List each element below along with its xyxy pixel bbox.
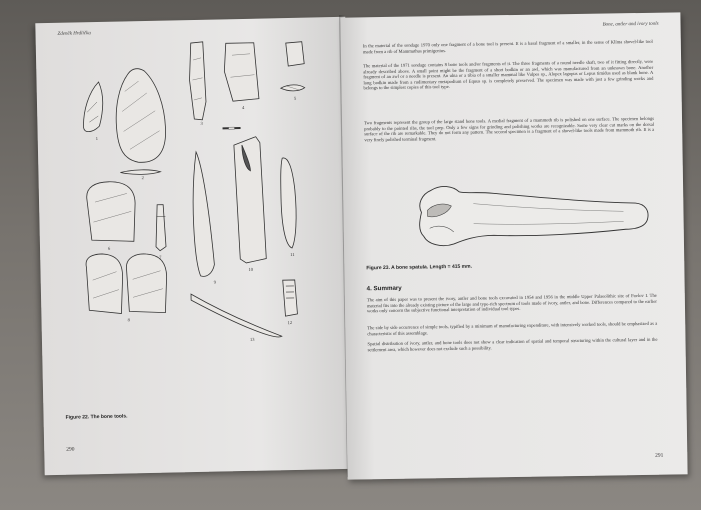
- tool-section-2: [120, 169, 160, 174]
- bone-tools-plate: [35, 17, 354, 475]
- left-running-head: Zdeněk Hrdlička: [57, 31, 91, 37]
- figure-label-4: 4: [242, 104, 245, 110]
- summary-paragraph-1: The aim of this paper was to present the ivory, antler and bone tools excavated in 1954 and 1956 in the middle Upper Palaeolithic site of Pavlov I. The material fits into the already existing picture of the large and type-rich spectrum of tools made of ivory, antler, and bone. Differences compared to the earlier works only concern the subjective functional interpretation of individual tool types.: [366, 292, 657, 314]
- body-paragraph-3: Two fragments represent the group of the large stand bone tools. A medial fragment of a mammoth rib is polished on one surface. The specimen belongs probably to the pointed ribs, the tool prep. Only a few signs for grinding and polishing works are recognizable. Some very clear cut marks on the dorsal surface of the rib are remarkable. They do not form any pattern. The second specimen is a fragment of a shovel-like tools made from mammoth rib. It is a very finely polished terminal fragment.: [364, 115, 655, 143]
- left-page: [35, 17, 354, 475]
- body-paragraph-1: In the material of the sondage 1970 only one fragment of a bone tool is present. It is a basal fragment of a smaller, in the sense of Klíma shovel-like tool made from a rib of Mammuthus primigenius.: [362, 38, 653, 54]
- figure-label-10: 10: [248, 266, 254, 272]
- bone-spatula-figure: [413, 171, 664, 255]
- left-figure-caption: Figure 22. The bone tools.: [65, 413, 128, 421]
- summary-paragraph-2: The side by side occurrence of simple tools, typified by a minimum of manufacturing expenditure, with intensively worked tools, should be emphasized as a characteristic of this assemblage.: [367, 320, 658, 336]
- figure-label-8: 8: [127, 317, 130, 323]
- figure-label-12: 12: [287, 319, 293, 326]
- tool-drawing-7: [155, 205, 166, 251]
- spatula-outline: [419, 183, 648, 246]
- figure-label-13: 13: [249, 336, 255, 342]
- body-paragraph-2: The material of the 1971 sondage contains 8 bone tools and/or fragments of it. The three fragments of a round needle shaft, two of it fitting directly, were already described above. A small point might be the fragment of a short bodkin or an awl, which was manufactured from an unknown bone. Another fragment of an awl or a needle is present. An ulna or a tibia of a smaller mammal like Vulpes sp., Alopex lagopus or Lepus timidus used as blank bone. A long bodkin made from a rudimentary metapodium of Equus sp. is completely preserved. The specimen was made with just a few grinding works and belongs to the simplest copies of this tool type.: [363, 58, 654, 91]
- right-running-head: Bone, antler and ivory tools: [602, 21, 659, 28]
- tool-drawing-5: [286, 42, 304, 66]
- tool-drawing-11: [280, 158, 297, 249]
- tool-drawing-6: [86, 181, 135, 242]
- left-folio: 290: [66, 446, 75, 453]
- summary-paragraph-3: Spatial distribution of ivory, antler, and bone tools does not show a clear indication of spatial and temporal structuring within the cultural layer and in the settlement area, which however does not exclude such a possibility.: [367, 336, 658, 352]
- right-page: [340, 12, 687, 479]
- tool-drawing-13: [191, 292, 282, 339]
- tool-drawing-2: [115, 68, 166, 163]
- figure-label-2: 2: [141, 175, 144, 181]
- tool-drawing-8a: [86, 254, 124, 315]
- tool-drawing-1: [83, 82, 104, 132]
- figure-label-3: 3: [200, 120, 203, 126]
- figure-label-9: 9: [213, 279, 217, 285]
- figure-label-7: 7: [159, 254, 162, 260]
- right-figure-caption: Figure 23. A bone spatula. Length = 415 mm.: [366, 263, 472, 272]
- tool-drawing-8b: [126, 253, 167, 313]
- tool-drawing-9: [192, 152, 215, 277]
- figure-label-11: 11: [290, 251, 295, 258]
- tool-drawing-10: [234, 137, 267, 264]
- tool-drawing-3: [189, 42, 207, 120]
- tool-drawing-4: [224, 43, 259, 102]
- figure-label-5: 5: [293, 95, 297, 101]
- right-folio: 291: [655, 452, 664, 459]
- scale-bar: [223, 127, 241, 129]
- figure-label-6: 6: [107, 245, 111, 251]
- section-heading: 4. Summary: [366, 284, 402, 293]
- figure-label-1: 1: [95, 136, 99, 142]
